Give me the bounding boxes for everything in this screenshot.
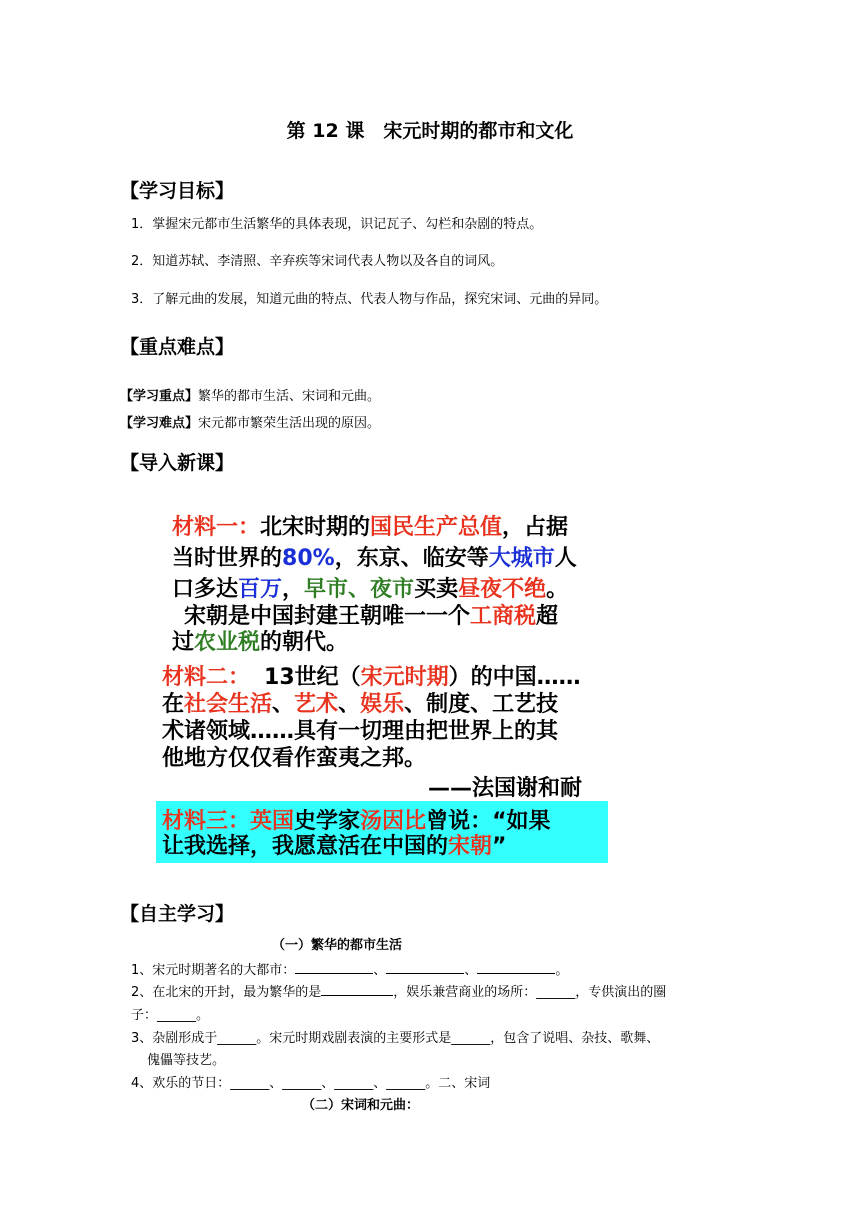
goal-item-3: 3．了解元曲的发展，知道元曲的特点、代表人物与作品，探究宋词、元曲的异同。 xyxy=(131,292,608,307)
text: 、制度、工艺技 xyxy=(404,692,559,717)
difficulty-line xyxy=(120,412,380,431)
difficulty-label: 【学习难点】 xyxy=(120,416,199,431)
answer-blank[interactable] xyxy=(321,983,393,996)
subheading-poetry: （二）宋词和元曲： xyxy=(302,1098,420,1113)
text: 宋朝是中国封建王朝唯一一个 xyxy=(184,604,471,629)
goal-item-1: 1．掌握宋元都市生活繁华的具体表现，识记瓦子、勾栏和杂剧的特点。 xyxy=(131,217,543,232)
question-3: 3、杂剧形成于______。宋元时期戏剧表演的主要形式是______，包含了说唱、杂技、歌舞、 xyxy=(131,1031,660,1046)
text: ，占据 xyxy=(502,515,569,540)
text: 在 xyxy=(162,692,185,717)
highlight-blue: 80% xyxy=(282,546,335,571)
highlight-red: 汤因比 xyxy=(360,809,427,834)
text: 让我选择，我愿意活在中国的 xyxy=(162,834,449,859)
focus-line xyxy=(120,385,380,404)
text: 北宋时期的 xyxy=(260,515,371,540)
highlight-green: 早市、夜市 xyxy=(304,577,415,602)
text: 13世纪（ xyxy=(264,665,361,690)
highlight-red: 宋元时期 xyxy=(360,665,449,690)
difficulty-text: 宋元都市繁荣生活出现的原因。 xyxy=(198,416,381,431)
text: ，东京、临安等 xyxy=(334,546,489,571)
answer-blank[interactable] xyxy=(477,961,555,974)
material2-attribution: ——法国谢和耐 xyxy=(428,776,583,801)
material3-label: 材料三： xyxy=(162,809,251,834)
text: 买卖 xyxy=(414,577,459,602)
text: 。 xyxy=(546,577,569,602)
focus-text: 繁华的都市生活、宋词和元曲。 xyxy=(198,389,381,404)
highlight-red: 昼夜不绝 xyxy=(458,577,547,602)
question-4: 4、欢乐的节日：______、______、______、______。二、宋词 xyxy=(131,1076,491,1091)
page-title: 第 12 课 宋元时期的都市和文化 xyxy=(286,120,574,142)
material2-line-3: 术诸领域……具有一切理由把世界上的其 xyxy=(162,719,559,744)
text: 史学家 xyxy=(294,809,361,834)
text: 、 xyxy=(338,692,361,717)
material1-line-2 xyxy=(172,543,577,574)
highlight-red: 宋朝 xyxy=(448,834,493,859)
material1-line-1 xyxy=(172,512,568,543)
highlight-red: 国民生产总值 xyxy=(370,515,503,540)
material1-line-5 xyxy=(172,627,348,658)
question-3-cont: 傀儡等技艺。 xyxy=(147,1053,226,1068)
highlight-red: 社会生活 xyxy=(184,692,273,717)
section-key-heading: 【重点难点】 xyxy=(120,336,235,358)
text: 当时世界的 xyxy=(172,546,283,571)
section-self-heading: 【自主学习】 xyxy=(120,903,235,925)
text: 、 xyxy=(373,963,387,978)
goal-item-2: 2．知道苏轼、李清照、辛弃疾等宋词代表人物以及各自的词风。 xyxy=(131,254,504,269)
text: ， xyxy=(282,577,305,602)
section-goals-heading: 【学习目标】 xyxy=(120,180,235,202)
text: 超 xyxy=(536,604,559,629)
material2-label: 材料二： xyxy=(162,665,251,690)
text: 过 xyxy=(172,630,195,655)
highlight-red: 艺术 xyxy=(294,692,339,717)
answer-blank[interactable] xyxy=(386,961,464,974)
text: 2、在北宋的开封，最为繁华的是 xyxy=(131,985,322,1000)
text: ，娱乐兼营商业的场所：______，专供演出的圈 xyxy=(393,985,667,1000)
question-2-cont: 子：______。 xyxy=(131,1008,210,1023)
material1-label: 材料一： xyxy=(172,515,261,540)
highlight-green: 农业税 xyxy=(194,630,261,655)
text: 的朝代。 xyxy=(260,630,349,655)
highlight-red: 英国 xyxy=(250,809,295,834)
subheading-city-life: （一）繁华的都市生活 xyxy=(272,938,403,953)
highlight-blue: 大城市 xyxy=(488,546,555,571)
text: 、 xyxy=(272,692,295,717)
text: 、 xyxy=(464,963,478,978)
question-2 xyxy=(131,981,666,1000)
text: 口多达 xyxy=(172,577,239,602)
section-intro-heading: 【导入新课】 xyxy=(120,452,235,474)
text: ）的中国…… xyxy=(448,665,581,690)
highlight-red: 工商税 xyxy=(470,604,537,629)
text: 人 xyxy=(554,546,577,571)
answer-blank[interactable] xyxy=(295,961,373,974)
question-1 xyxy=(131,959,568,978)
text: 1、宋元时期著名的大都市： xyxy=(131,963,296,978)
text: ” xyxy=(492,834,507,859)
text: 曾说：“如果 xyxy=(426,809,551,834)
highlight-red: 娱乐 xyxy=(360,692,405,717)
material2-line-4: 他地方仅仅看作蛮夷之邦。 xyxy=(162,746,427,771)
text: 。 xyxy=(555,963,569,978)
material3-line-2 xyxy=(162,831,507,862)
highlight-blue: 百万 xyxy=(238,577,283,602)
focus-label: 【学习重点】 xyxy=(120,389,199,404)
